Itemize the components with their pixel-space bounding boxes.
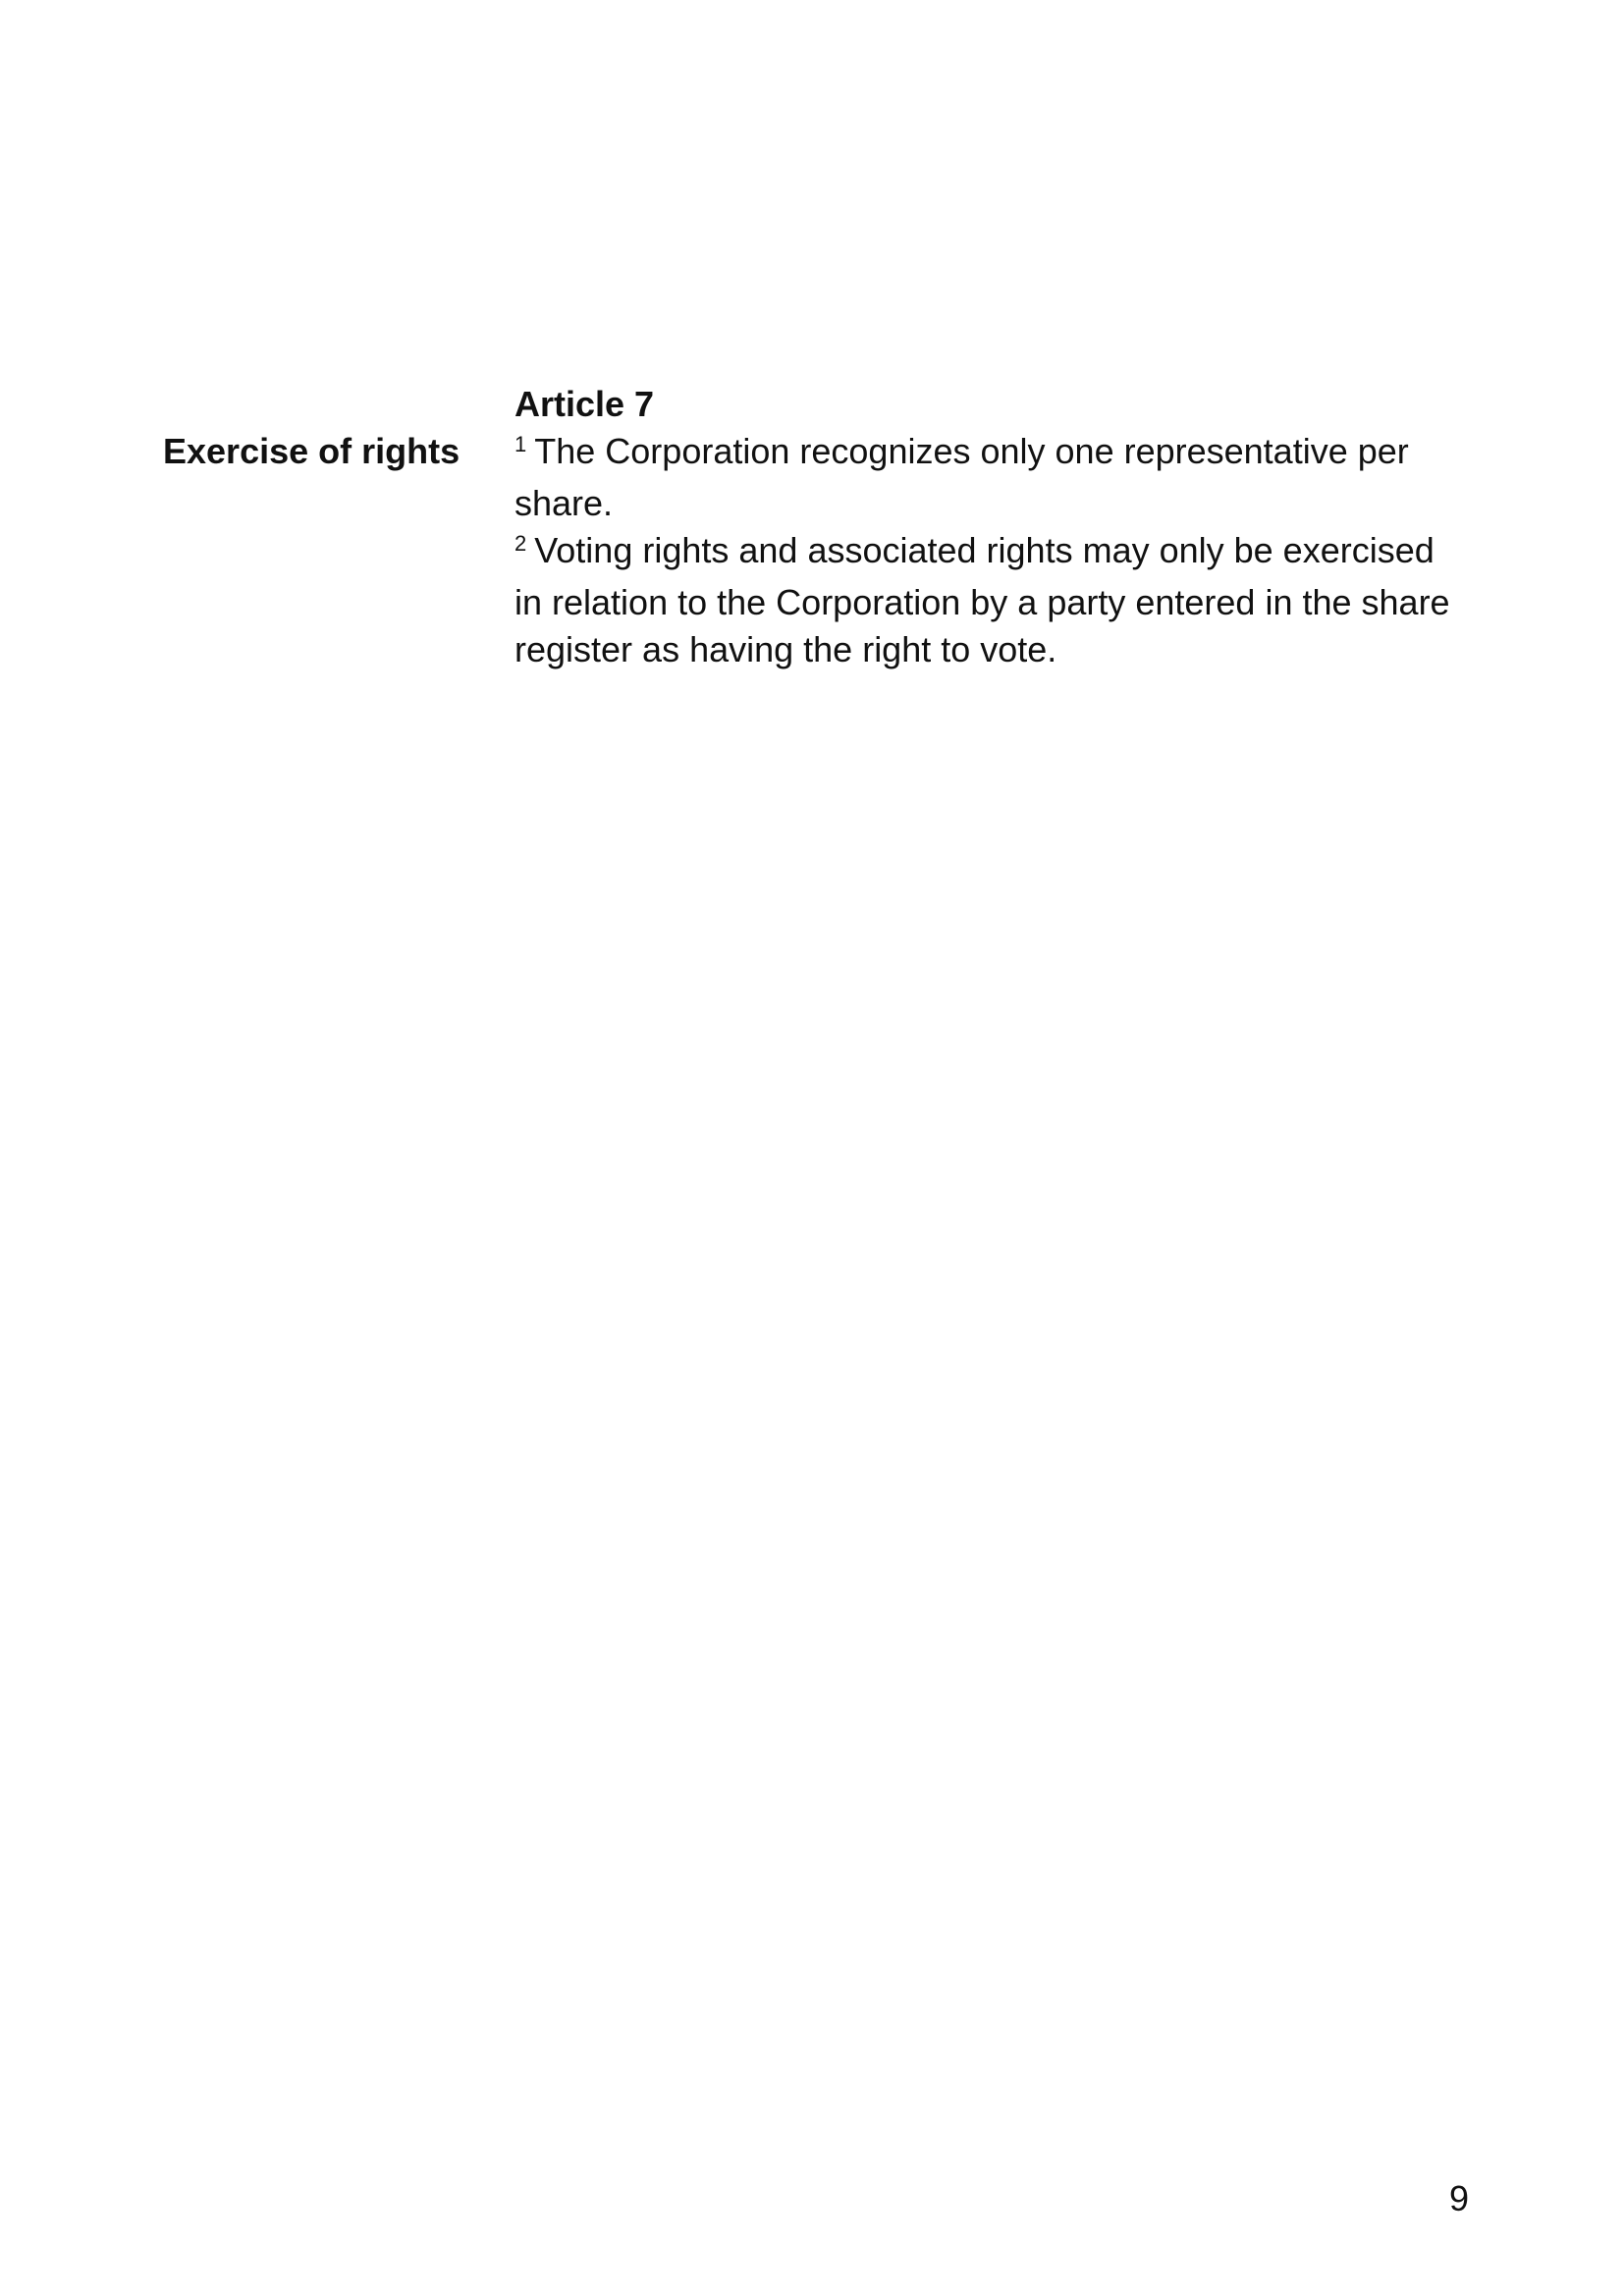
paragraph-number: 2 bbox=[514, 531, 527, 556]
margin-heading: Exercise of rights bbox=[163, 431, 460, 471]
paragraph-text: The Corporation recognizes only one representative per share. bbox=[514, 431, 1409, 523]
article-body bbox=[514, 428, 1457, 673]
paragraph-text: Voting rights and associated rights may only be exercised in relation to the Corporation by a party entered in the share register as having the right to vote. bbox=[514, 530, 1450, 669]
paragraph-1 bbox=[514, 428, 1457, 527]
page-number: 9 bbox=[1449, 2178, 1470, 2218]
article-heading: Article 7 bbox=[514, 384, 655, 424]
paragraph-number: 1 bbox=[514, 432, 527, 456]
paragraph-2 bbox=[514, 527, 1457, 673]
